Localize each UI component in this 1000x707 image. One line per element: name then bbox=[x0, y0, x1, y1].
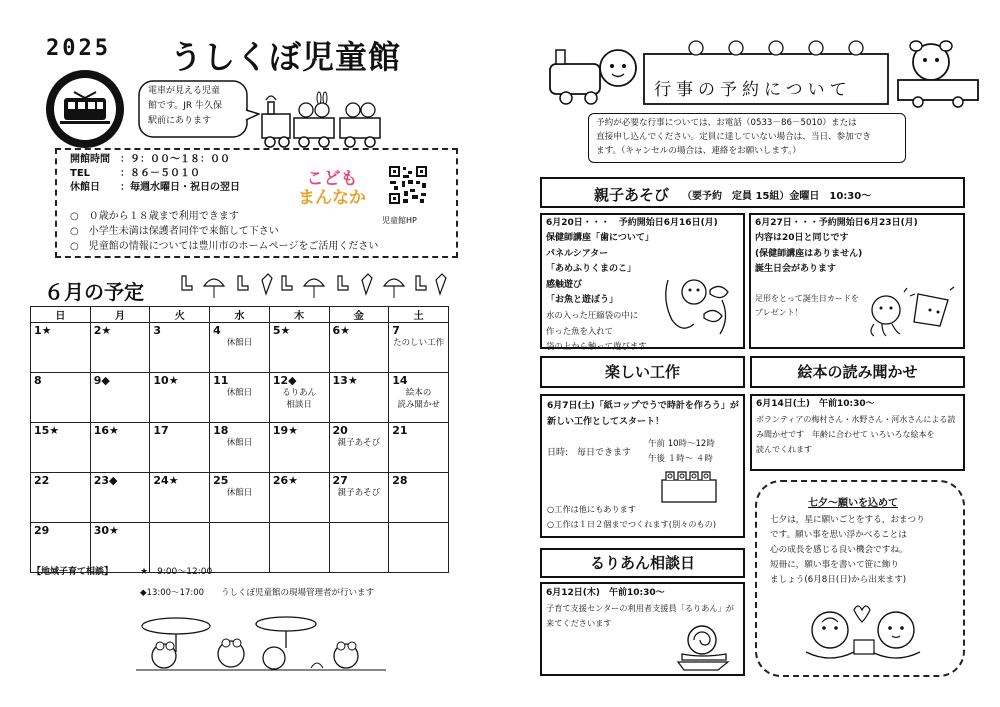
ehon-line: ボランティアの梅村さん・水野さん・河水さんによる読 bbox=[756, 415, 956, 424]
hours-row bbox=[70, 152, 230, 167]
calendar-day-number: 18 bbox=[213, 424, 229, 437]
consult-star: ★ 9:00～12:00 bbox=[140, 567, 213, 577]
calendar-day-cell bbox=[90, 323, 150, 373]
weekday-header-row bbox=[31, 307, 449, 323]
tanabata-line: です。願い事を思い浮かべることは bbox=[770, 530, 907, 540]
oyako-right-text bbox=[755, 216, 918, 278]
calendar-week-row bbox=[31, 423, 449, 473]
bubble-line: 電車が見える児童 bbox=[148, 86, 221, 96]
ehon-header bbox=[750, 356, 965, 388]
calendar-week-row bbox=[31, 473, 449, 523]
oyako-note-line: 足形をとって誕生日カードを bbox=[755, 294, 859, 303]
snail-illustration bbox=[668, 618, 738, 676]
info-note: ○ 児童館の情報については豊川市のホームページをご活用ください bbox=[70, 241, 379, 252]
oyako-left-line: 感触遊び bbox=[546, 279, 583, 290]
closed-value: ：毎週水曜日・祝日の翌日 bbox=[120, 182, 240, 193]
rurian-title: るりあん相談日 bbox=[589, 554, 695, 572]
weekday-wed: 水 bbox=[210, 307, 270, 323]
bubble-line: 駅前にあります bbox=[148, 116, 212, 126]
oyako-subtitle: （要予約 定員 15組）金曜日 10:30～ bbox=[682, 191, 872, 202]
weekday-sat: 土 bbox=[389, 307, 449, 323]
calendar-event: 休館日 bbox=[226, 388, 253, 398]
qr-caption: 児童館HP bbox=[382, 216, 417, 225]
calendar-day-cell bbox=[389, 473, 449, 523]
calendar-day-number: 1★ bbox=[34, 324, 52, 337]
rurian-line: 来てくださいます bbox=[546, 618, 612, 628]
calendar-day-cell bbox=[389, 423, 449, 473]
calendar-day-cell bbox=[210, 473, 270, 523]
rurian-line: 子育て支援センターの利用者支援員「るりあん」が bbox=[546, 603, 734, 613]
calendar-day-number: 22 bbox=[34, 474, 50, 487]
oyako-right-line: 誕生日会があります bbox=[755, 264, 837, 275]
train-emblem-icon bbox=[44, 68, 126, 154]
calendar-day-cell bbox=[210, 373, 270, 423]
weekday-fri: 金 bbox=[329, 307, 389, 323]
calendar-event: 絵本の bbox=[405, 388, 432, 398]
oyako-title: 親子あそび bbox=[594, 186, 670, 204]
calendar-day-cell bbox=[329, 423, 389, 473]
kosaku-notes bbox=[547, 502, 716, 532]
oyako-left-line: パネルシアター bbox=[546, 248, 609, 259]
oyako-left-line: 水の入った圧縮袋の中に bbox=[546, 310, 639, 321]
calendar-event: 休館日 bbox=[226, 438, 253, 448]
frogs-illustration bbox=[136, 612, 386, 678]
calendar-event: るりあん bbox=[282, 388, 317, 398]
calendar-day-cell bbox=[90, 423, 150, 473]
oyako-left-line: 作った魚を入れて bbox=[546, 325, 613, 336]
calendar-day-number: 2★ bbox=[93, 324, 112, 337]
oyako-left-line: 「お魚と遊ぼう」 bbox=[546, 295, 619, 306]
qr-code-icon[interactable] bbox=[388, 165, 428, 209]
calendar-day-number: 25 bbox=[213, 474, 229, 487]
calendar-day-cell bbox=[329, 323, 389, 373]
kosaku-line: 新しい工作としてスタート！ bbox=[547, 417, 665, 427]
calendar-day-number: 8 bbox=[34, 374, 42, 387]
calendar-event: 休館日 bbox=[226, 338, 253, 348]
calendar-day-cell bbox=[329, 523, 389, 573]
calendar-event: 休館日 bbox=[226, 488, 253, 498]
info-note: ○ 小学生未満は保護者同伴で来館して下さい bbox=[70, 226, 279, 237]
calendar-day-number: 20 bbox=[332, 424, 348, 437]
calendar-event: 親子あそび bbox=[337, 438, 381, 448]
kosaku-am: 午前 10時～12時 bbox=[648, 439, 715, 449]
reservation-text bbox=[596, 116, 871, 158]
calendar-title: ６月の予定 bbox=[44, 280, 144, 304]
reservation-line: 直接申し込んでください。定員に達していない場合は、当日、参加でき bbox=[596, 132, 872, 142]
calendar-day-number: 29 bbox=[34, 524, 50, 537]
oyako-right-line: 内容は20日と同じです bbox=[755, 233, 849, 244]
tel-row bbox=[70, 166, 200, 181]
tel-label: TEL bbox=[70, 168, 91, 179]
calendar-day-number: 15★ bbox=[34, 424, 60, 437]
tanabata-line: 心の成長を感じる良い機会ですね。 bbox=[770, 545, 908, 555]
kosaku-text bbox=[547, 398, 739, 430]
fish-kids-illustration bbox=[660, 270, 740, 346]
calendar-day-cell bbox=[269, 523, 329, 573]
calendar-day-cell bbox=[31, 323, 91, 373]
june-calendar bbox=[30, 306, 449, 573]
kosaku-date: 日時: 毎日できます bbox=[547, 448, 632, 458]
kosaku-note: ○工作は１日２個までつくれます(別々のもの) bbox=[547, 519, 717, 529]
bubble-line: 館です。JR 牛久保 bbox=[148, 101, 223, 111]
calendar-day-cell bbox=[90, 373, 150, 423]
calendar-day-cell bbox=[389, 323, 449, 373]
hours-label: 開館時間 bbox=[70, 154, 110, 165]
oyako-header bbox=[540, 177, 965, 208]
oyako-right-line: (保健師講座はありません) bbox=[755, 248, 863, 259]
tanabata-kids-illustration bbox=[796, 592, 936, 672]
calendar-day-number: 19★ bbox=[272, 424, 298, 437]
rain-decor-icons bbox=[178, 270, 448, 306]
calendar-day-cell bbox=[210, 523, 270, 573]
closed-label: 休館日 bbox=[70, 182, 100, 193]
calendar-day-cell bbox=[150, 373, 210, 423]
calendar-day-number: 6★ bbox=[332, 324, 351, 337]
calendar-day-number: 9◆ bbox=[93, 374, 110, 387]
calendar-day-number: 24★ bbox=[153, 474, 179, 487]
oyako-left-line: 保健師講座「歯について」 bbox=[546, 233, 654, 244]
oyako-left-line: 袋の上から触って遊びます bbox=[546, 341, 647, 352]
calendar-day-cell bbox=[150, 323, 210, 373]
weekday-tue: 火 bbox=[150, 307, 210, 323]
calendar-day-cell bbox=[269, 423, 329, 473]
calendar-day-number: 3 bbox=[153, 324, 162, 337]
calendar-day-number: 16★ bbox=[93, 424, 119, 437]
calendar-day-number: 5★ bbox=[272, 324, 291, 337]
birthday-characters-illustration bbox=[862, 284, 958, 344]
calendar-day-cell bbox=[210, 423, 270, 473]
calendar-day-number: 7 bbox=[392, 324, 400, 337]
tanabata-line: 短冊に，願い事を書いて笹に飾り bbox=[770, 560, 899, 570]
kodomo-mannaka-logo: こども まんなか bbox=[298, 169, 366, 208]
oyako-right-note bbox=[755, 292, 859, 320]
kosaku-note: ○工作は他にもあります bbox=[547, 504, 637, 514]
weekday-sun: 日 bbox=[31, 307, 91, 323]
calendar-event: 読み聞かせ bbox=[397, 400, 440, 410]
reservation-title: 行事の予約について bbox=[654, 80, 852, 100]
calendar-day-number: 27 bbox=[332, 474, 348, 487]
calendar-day-cell bbox=[269, 323, 329, 373]
oyako-left-line: 6月20日・・・ 予約開始日6月16日(月) bbox=[546, 218, 718, 228]
rurian-line: 6月12日(木) 午前10:30～ bbox=[546, 588, 665, 598]
calendar-day-cell bbox=[389, 523, 449, 573]
kosaku-line: 6月7日(土)「紙コップでうで時計を作ろう」が bbox=[547, 401, 739, 411]
calendar-day-number: 10★ bbox=[153, 374, 179, 387]
tel-value: ：８６－５０１０ bbox=[120, 168, 200, 179]
oyako-right-line: 6月27日・・・予約開始日6月23日(月) bbox=[755, 218, 918, 228]
calendar-day-number: 14 bbox=[392, 374, 408, 387]
calendar-body bbox=[31, 323, 449, 573]
calendar-day-cell bbox=[329, 473, 389, 523]
kosaku-pm: 午後 １時～ ４時 bbox=[648, 454, 713, 464]
weekday-thu: 木 bbox=[269, 307, 329, 323]
tanabata-line: 七夕は，星に願いごとをする，おまつり bbox=[770, 515, 925, 525]
calendar-day-number: 21 bbox=[392, 424, 408, 437]
weekday-mon: 月 bbox=[90, 307, 150, 323]
calendar-day-number: 4 bbox=[213, 324, 221, 337]
calendar-day-cell bbox=[269, 373, 329, 423]
ehon-line: 読んでくれます bbox=[756, 445, 812, 454]
calendar-day-cell bbox=[31, 423, 91, 473]
calendar-day-number: 13★ bbox=[332, 374, 358, 387]
calendar-day-cell bbox=[269, 473, 329, 523]
calendar-event: 相談日 bbox=[286, 400, 312, 410]
calendar-event: たのしい工作 bbox=[393, 338, 445, 348]
kosaku-title: 楽しい工作 bbox=[604, 363, 680, 381]
consult-diamond: ◆13:00～17:00 うしくぼ児童館の現場管理者が行います bbox=[140, 588, 375, 598]
calendar-day-number: 17 bbox=[153, 424, 169, 437]
calendar-day-cell bbox=[31, 473, 91, 523]
reservation-line: ます。（キャンセルの場合は、連絡をお願いします。） bbox=[596, 146, 801, 156]
calendar-day-number: 23◆ bbox=[93, 474, 118, 487]
calendar-day-cell bbox=[31, 373, 91, 423]
page-title: うしくぼ児童館 bbox=[170, 38, 402, 76]
kosaku-header bbox=[540, 356, 745, 388]
closed-row bbox=[70, 180, 240, 195]
train-animals-illustration bbox=[258, 88, 386, 154]
ehon-line: み聞かせです 年齢に合わせて いろいろな絵本を bbox=[756, 430, 935, 439]
calendar-day-number: 11 bbox=[213, 374, 229, 387]
calendar-day-cell bbox=[90, 473, 150, 523]
calendar-day-cell bbox=[150, 473, 210, 523]
ehon-text bbox=[756, 397, 955, 457]
calendar-day-cell bbox=[389, 373, 449, 423]
ehon-line: 6月14日(土) 午前10:30～ bbox=[756, 399, 875, 409]
hours-value: ：９：００～１８：００ bbox=[120, 154, 230, 165]
tanabata-text bbox=[770, 513, 925, 588]
calendar-day-cell bbox=[329, 373, 389, 423]
oyako-left-line: 「あめふりくまのこ」 bbox=[546, 264, 637, 275]
tanabata-line: ましょう(6月8日(日)から出来ます) bbox=[770, 575, 907, 585]
consult-label: 【地域子育て相談】 bbox=[32, 567, 114, 577]
calendar-day-number: 12◆ bbox=[272, 374, 297, 387]
calendar-day-cell bbox=[150, 423, 210, 473]
calendar-day-number: 30★ bbox=[93, 524, 119, 537]
calendar-day-number: 26★ bbox=[272, 474, 298, 487]
calendar-week-row bbox=[31, 373, 449, 423]
calendar-week-row bbox=[31, 323, 449, 373]
ehon-title: 絵本の読み聞かせ bbox=[797, 363, 918, 381]
info-notes bbox=[70, 209, 378, 254]
reservation-line: 予約が必要な行事については、お電話（0533－86－5010）または bbox=[596, 118, 857, 128]
calendar-event: 親子あそび bbox=[337, 488, 381, 498]
calendar-day-number: 28 bbox=[392, 474, 408, 487]
rurian-header bbox=[540, 548, 745, 578]
tanabata-title: 七夕～願いを込めて bbox=[808, 498, 898, 509]
info-note: ○ ０歳から１８歳まで利用できます bbox=[70, 211, 239, 222]
calendar-day-cell bbox=[210, 323, 270, 373]
year: 2025 bbox=[46, 36, 111, 61]
oyako-note-line: プレゼント！ bbox=[755, 308, 803, 317]
